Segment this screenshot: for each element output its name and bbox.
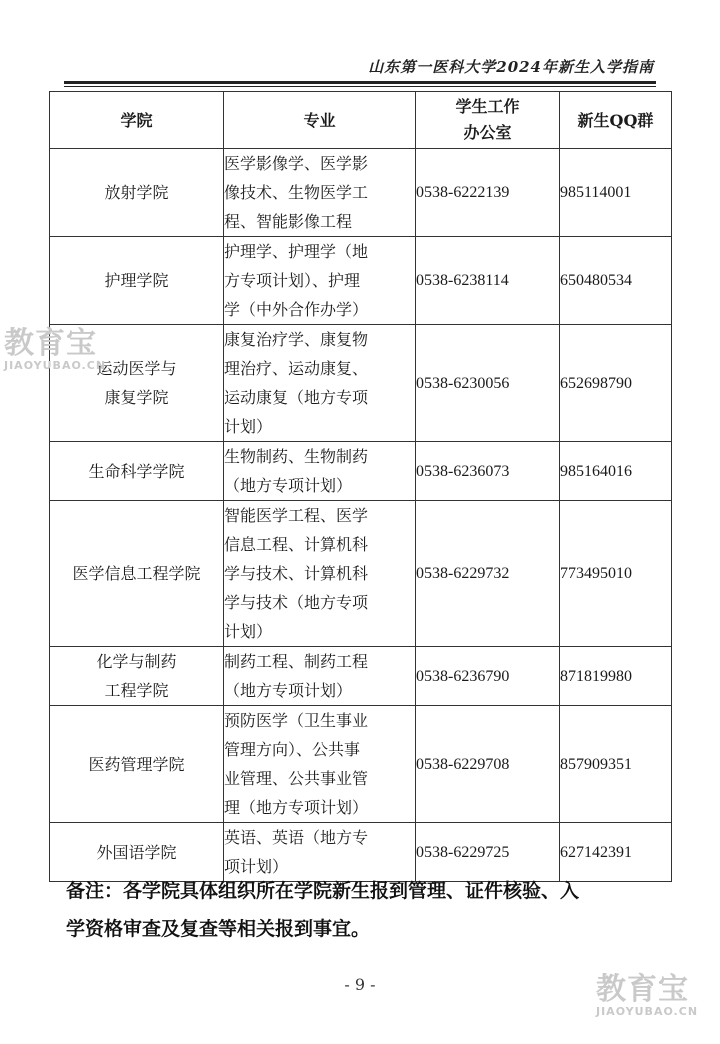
remark-note	[66, 872, 666, 948]
remark-line: 学资格审查及复查等相关报到事宜。	[66, 918, 371, 940]
qq-group-cell: 650480534	[560, 237, 672, 325]
major-line: 管理方向）、公共事	[224, 740, 361, 759]
major-line: 项计划）	[224, 857, 289, 876]
college-cell	[50, 647, 224, 706]
header-office-line: 学生工作	[455, 97, 520, 116]
header-office	[416, 92, 560, 149]
college-cell	[50, 501, 224, 647]
office-phone-cell: 0538-6229708	[416, 706, 560, 823]
major-cell	[224, 442, 416, 501]
major-cell	[224, 237, 416, 325]
document-header-title: 山东第一医科大学2024年新生入学指南	[368, 58, 654, 76]
college-name-line: 护理学院	[104, 271, 169, 290]
major-line: 医学影像学、医学影	[224, 154, 369, 173]
major-line: 计划）	[224, 417, 273, 436]
table-row	[50, 237, 672, 325]
header-rule	[64, 81, 656, 84]
header-rule-thin	[64, 86, 656, 87]
college-name-line: 医学信息工程学院	[72, 564, 201, 583]
college-name-line: 运动医学与	[96, 359, 177, 378]
table-row	[50, 149, 672, 237]
qq-group-cell: 627142391	[560, 823, 672, 882]
table-row	[50, 325, 672, 442]
major-line: 方专项计划）、护理	[224, 271, 361, 290]
watermark-text: 教育宝	[596, 972, 689, 1007]
office-phone-cell: 0538-6229732	[416, 501, 560, 647]
major-line: 学与技术、计算机科	[224, 564, 369, 583]
major-cell	[224, 647, 416, 706]
table-body	[50, 149, 672, 882]
office-phone-cell: 0538-6236073	[416, 442, 560, 501]
major-line: 制药工程、制药工程	[224, 652, 369, 671]
table-row	[50, 501, 672, 647]
major-line: 业管理、公共事业管	[224, 769, 369, 788]
watermark-url: JIAOYUBAO.CN	[4, 359, 107, 372]
major-line: 学与技术（地方专项	[224, 593, 369, 612]
table-row	[50, 442, 672, 501]
qq-group-cell: 985114001	[560, 149, 672, 237]
major-line: （地方专项计划）	[224, 476, 353, 495]
header-college: 学院	[50, 92, 224, 149]
qq-group-cell: 985164016	[560, 442, 672, 501]
major-line: 康复治疗学、康复物	[224, 330, 369, 349]
major-line: 像技术、生物医学工	[224, 183, 369, 202]
major-cell	[224, 501, 416, 647]
college-name-line: 康复学院	[104, 388, 169, 407]
college-name-line: 工程学院	[104, 681, 169, 700]
major-line: 英语、英语（地方专	[224, 828, 369, 847]
major-line: 计划）	[224, 622, 273, 641]
major-line: 程、智能影像工程	[224, 212, 353, 231]
major-line: 护理学、护理学（地	[224, 242, 369, 261]
college-name-line: 化学与制药	[96, 652, 177, 671]
major-line: （地方专项计划）	[224, 681, 353, 700]
watermark-url: JIAOYUBAO.CN	[596, 1005, 699, 1018]
college-cell	[50, 149, 224, 237]
office-phone-cell: 0538-6229725	[416, 823, 560, 882]
college-cell	[50, 237, 224, 325]
college-cell	[50, 706, 224, 823]
major-cell	[224, 325, 416, 442]
table-header-row	[50, 92, 672, 149]
office-phone-cell: 0538-6238114	[416, 237, 560, 325]
table-row	[50, 706, 672, 823]
college-name-line: 外国语学院	[96, 842, 177, 862]
college-cell	[50, 442, 224, 501]
qq-group-cell: 652698790	[560, 325, 672, 442]
major-line: 智能医学工程、医学	[224, 506, 369, 525]
major-cell	[224, 149, 416, 237]
qq-group-cell: 871819980	[560, 647, 672, 706]
header-qq: 新生QQ群	[560, 92, 672, 149]
college-name-line: 医药管理学院	[88, 754, 185, 774]
table-row	[50, 647, 672, 706]
major-line: 生物制药、生物制药	[224, 447, 369, 466]
college-contact-table	[49, 91, 672, 882]
watermark-text: 教育宝	[4, 326, 97, 361]
office-phone-cell: 0538-6236790	[416, 647, 560, 706]
major-line: 理（地方专项计划）	[224, 798, 369, 817]
page-number: - 9 -	[344, 975, 376, 994]
header-office-line: 办公室	[463, 123, 512, 142]
office-phone-cell: 0538-6222139	[416, 149, 560, 237]
major-line: 信息工程、计算机科	[224, 535, 369, 554]
qq-group-cell: 857909351	[560, 706, 672, 823]
qq-group-cell: 773495010	[560, 501, 672, 647]
watermark-logo	[596, 974, 698, 1018]
college-name-line: 放射学院	[104, 183, 169, 202]
major-line: 学（中外合作办学）	[224, 300, 369, 319]
major-line: 运动康复（地方专项	[224, 388, 369, 407]
watermark-logo	[4, 328, 106, 372]
major-line: 预防医学（卫生事业	[224, 711, 369, 730]
office-phone-cell: 0538-6230056	[416, 325, 560, 442]
remark-line: 备注：各学院具体组织所在学院新生报到管理、证件核验、入	[66, 880, 580, 902]
major-cell	[224, 706, 416, 823]
college-name-line: 生命科学学院	[88, 461, 185, 481]
header-major: 专业	[224, 92, 416, 149]
major-line: 理治疗、运动康复、	[224, 359, 369, 378]
